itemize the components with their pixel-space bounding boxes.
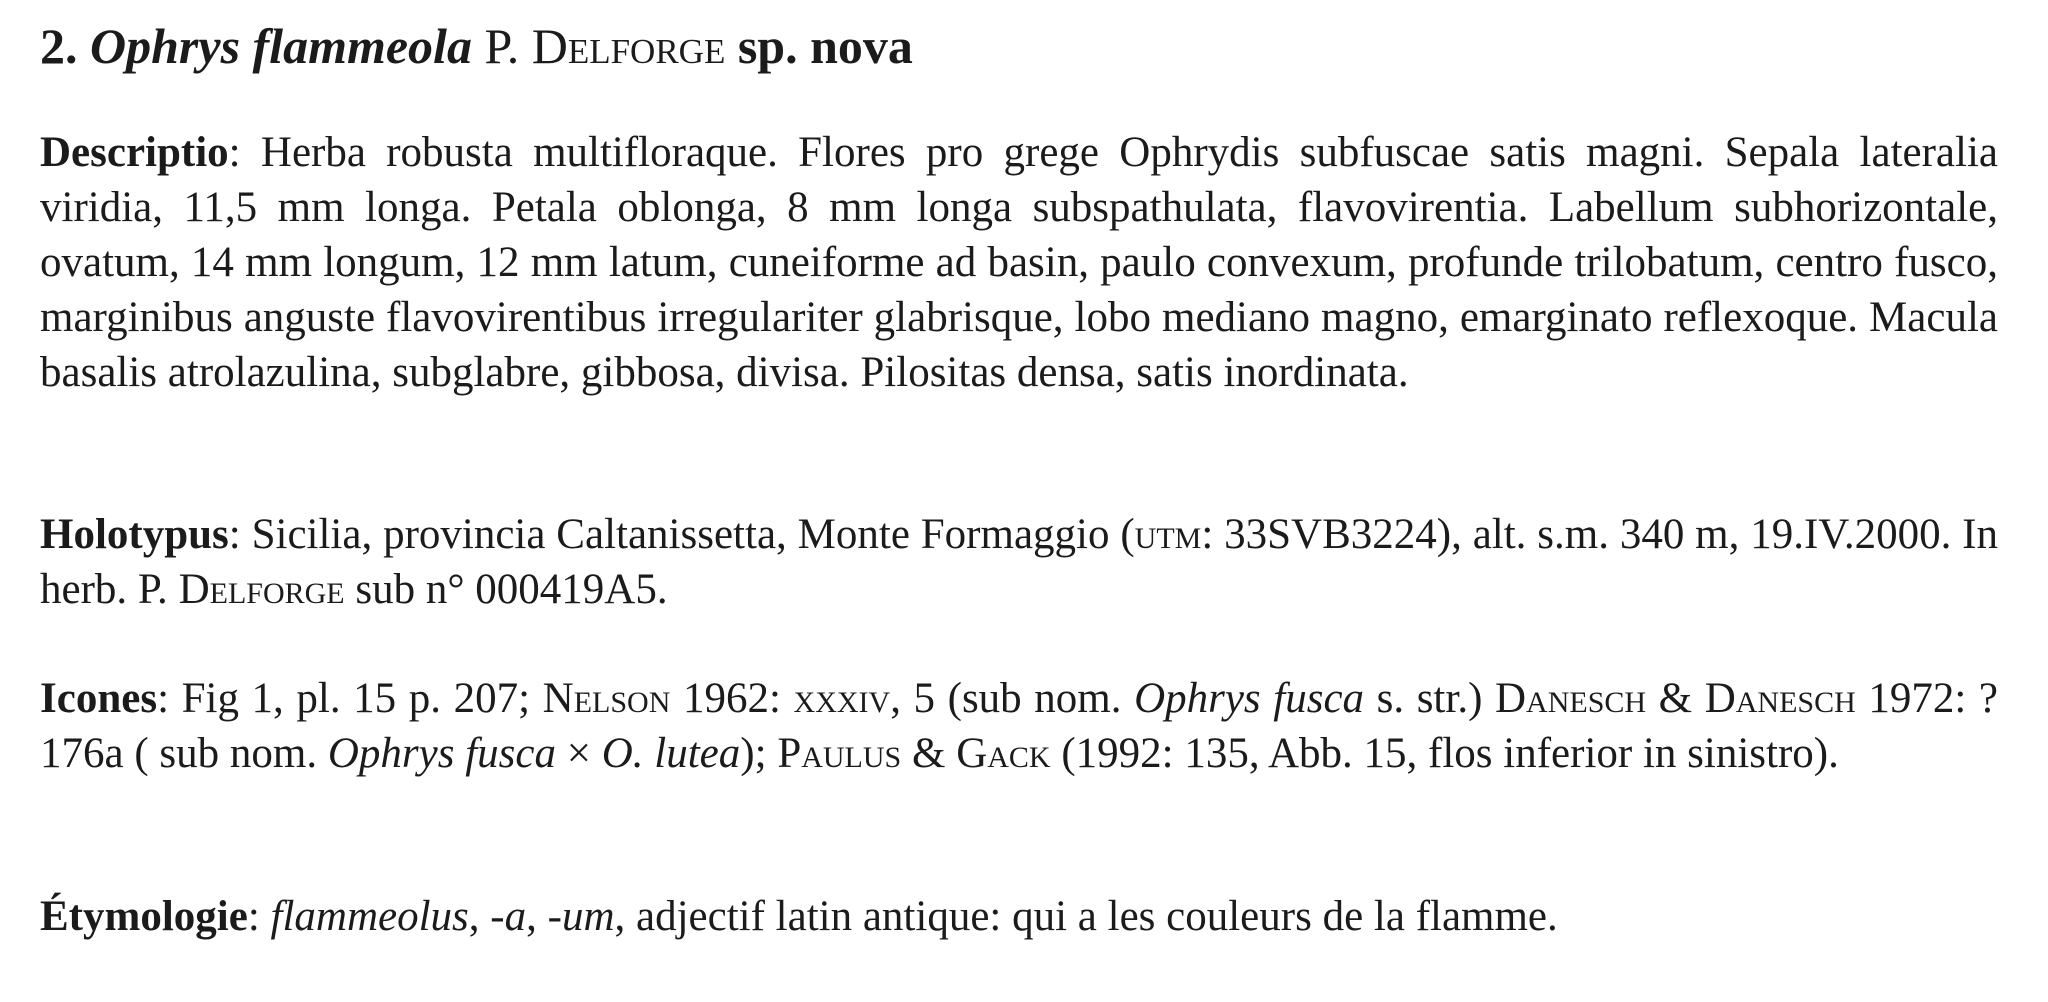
holotypus-text-3: sub n° 000419A5. <box>344 566 668 613</box>
heading-number: 2. <box>40 18 78 74</box>
etymologie-sep-2: , <box>526 893 548 940</box>
icones-text-3: , 5 (sub nom. <box>890 675 1135 722</box>
descriptio-label: Descriptio <box>40 129 229 176</box>
icones-taxon-1: Ophrys fusca <box>1134 675 1365 722</box>
holotypus-label: Holotypus <box>40 511 229 558</box>
heading-genus: Ophrys <box>90 18 241 74</box>
descriptio-text: : Herba robusta multifloraque. Flores pro grege Ophrydis subfuscae satis magni. Sepala lateralia viridia, 11,5 mm longa. Petala oblonga, 8 mm longa subspathulata, flavovirentia. Labellum subhorizontale, ovatum, 14 mm longum, 12 mm latum, cuneiforme ad basin, paulo convexum, profunde trilobatum, centro fusco, marginibus anguste flavovirentibus irregulariter glabrisque, lobo mediano magno, emarginato reflexoque. Macula basalis atrolazulina, subglabre, gibbosa, divisa. Pilositas densa, satis inordinata. <box>40 129 1998 396</box>
etymologie-sep-1: , <box>468 893 491 940</box>
etymologie-label: Étymologie <box>40 893 248 940</box>
icones-author-paulus: Paulus <box>777 730 902 777</box>
icones-author-danesch-2: Danesch <box>1704 675 1856 722</box>
icones-taxon-2: Ophrys fusca <box>327 730 556 777</box>
holotypus-paragraph <box>40 507 1998 617</box>
etymologie-word: flammeolus <box>270 893 469 940</box>
icones-taxon-3: O. lutea <box>601 730 741 777</box>
holotypus-text-1: : Sicilia, provincia Caltanissetta, Monte Formaggio ( <box>228 511 1135 558</box>
icones-text-1: : Fig 1, pl. 15 p. 207; <box>157 675 543 722</box>
icones-label: Icones <box>40 675 158 722</box>
icones-author-nelson: Nelson <box>542 675 671 722</box>
holotypus-text-2: : 33SVB3224), alt. s.m. 340 m, 19.IV.2000. In herb. P. <box>40 511 1998 613</box>
etymologie-feminine-ending: -a <box>490 893 527 940</box>
etymologie-paragraph <box>40 889 1998 944</box>
icones-roman-numeral: xxxiv <box>793 675 891 722</box>
icones-author-danesch-1: Danesch <box>1495 675 1647 722</box>
icones-text-8: & <box>901 730 957 777</box>
holotypus-utm: utm <box>1134 511 1202 558</box>
etymologie-colon: : <box>247 893 271 940</box>
heading-status: sp. nova <box>737 18 913 74</box>
icones-text-7: ); <box>740 730 778 777</box>
etymologie-neuter-ending: -um <box>547 893 615 940</box>
etymologie-text: , adjectif latin antique: qui a les couleurs de la flamme. <box>614 893 1558 940</box>
holotypus-herbarium-name: Delforge <box>178 566 345 613</box>
heading-author-initial: P. <box>484 18 520 74</box>
icones-text-2: 1962: <box>670 675 794 722</box>
descriptio-paragraph <box>40 125 1998 400</box>
icones-text-9: (1992: 135, Abb. 15, flos inferior in sinistro). <box>1050 730 1839 777</box>
heading-epithet: flammeola <box>252 18 472 74</box>
icones-hybrid-sign: × <box>555 730 602 777</box>
icones-author-gack: Gack <box>956 730 1051 777</box>
icones-paragraph <box>40 671 1998 781</box>
icones-text-5: & <box>1646 675 1705 722</box>
species-heading <box>40 14 913 78</box>
icones-text-6: 1972: ?176a ( sub nom. <box>40 675 1999 777</box>
heading-author-name: Delforge <box>531 18 726 74</box>
icones-text-4: s. str.) <box>1364 675 1495 722</box>
